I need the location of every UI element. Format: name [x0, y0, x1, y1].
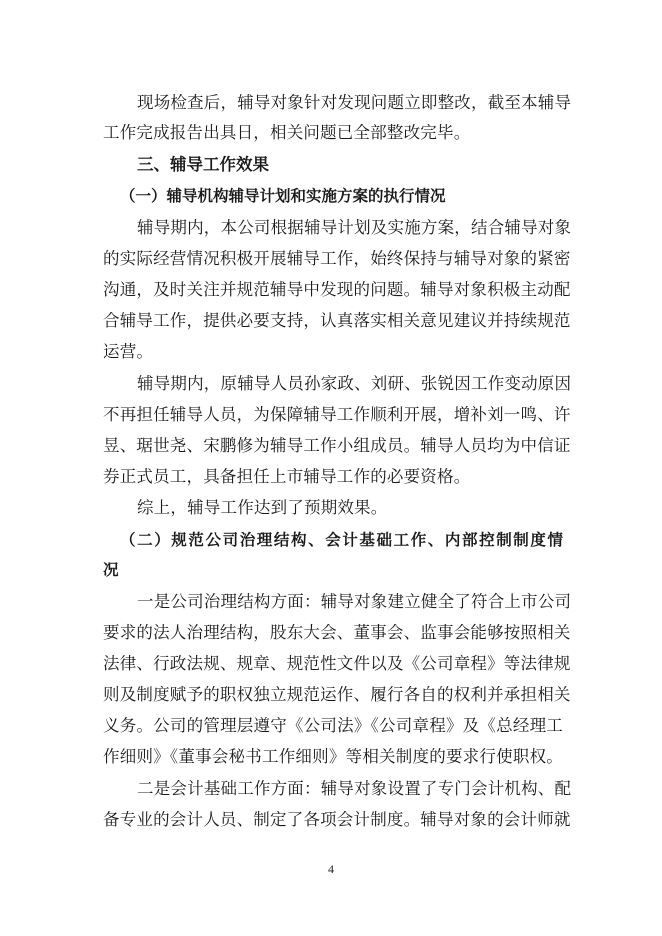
paragraph-line: 作细则》《董事会秘书工作细则》等相关制度的要求行使职权。 [103, 747, 563, 766]
paragraph-line: 券正式员工，具备担任上市辅导工作的必要资格。 [103, 467, 471, 486]
paragraph-line: 运营。 [103, 342, 154, 361]
paragraph-line: 一是公司治理结构方面：辅导对象建立健全了符合上市公司 [137, 592, 572, 611]
paragraph-line: 法律、行政法规、规章、规范性文件以及《公司章程》等法律规 [103, 654, 571, 673]
subsection-heading-continued: 况 [103, 561, 119, 579]
paragraph-line: 辅导期内，原辅导人员孙家政、刘研、张锐因工作变动原因 [137, 374, 572, 393]
paragraph-line: 二是会计基础工作方面：辅导对象设置了专门会计机构、配 [137, 779, 572, 798]
paragraph-line: 合辅导工作，提供必要支持，认真落实相关意见建议并持续规范 [103, 311, 571, 330]
paragraph-line: 则及制度赋予的职权独立规范运作、履行各自的权利并承担相关 [103, 685, 571, 704]
page-number: 4 [328, 862, 334, 876]
paragraph-line: 辅导期内，本公司根据辅导计划及实施方案，结合辅导对象 [137, 218, 572, 237]
paragraph-line: 综上，辅导工作达到了预期效果。 [137, 498, 388, 517]
paragraph-line: 的实际经营情况积极开展辅导工作，始终保持与辅导对象的紧密 [103, 249, 571, 268]
paragraph-line: 不再担任辅导人员，为保障辅导工作顺利开展，增补刘一鸣、许 [103, 405, 571, 424]
paragraph-line: 义务。公司的管理层遵守《公司法》《公司章程》及《总经理工 [103, 716, 563, 735]
section-heading: 三、辅导工作效果 [137, 155, 269, 174]
paragraph-line: 昱、琚世尧、宋鹏修为辅导工作小组成员。辅导人员均为中信证 [103, 436, 571, 455]
paragraph-line: 工作完成报告出具日，相关问题已全部整改完毕。 [103, 123, 471, 142]
subsection-heading: （一）辅导机构辅导计划和实施方案的执行情况 [120, 187, 446, 205]
paragraph-line: 沟通，及时关注并规范辅导中发现的问题。辅导对象积极主动配 [103, 280, 571, 299]
paragraph-line: 要求的法人治理结构，股东大会、董事会、监事会能够按照相关 [103, 623, 571, 642]
subsection-heading: （二）规范公司治理结构、会计基础工作、内部控制制度情 [120, 531, 563, 549]
paragraph-line: 现场检查后，辅导对象针对发现问题立即整改，截至本辅导 [137, 93, 572, 112]
paragraph-line: 备专业的会计人员、制定了各项会计制度。辅导对象的会计师就 [103, 810, 571, 829]
